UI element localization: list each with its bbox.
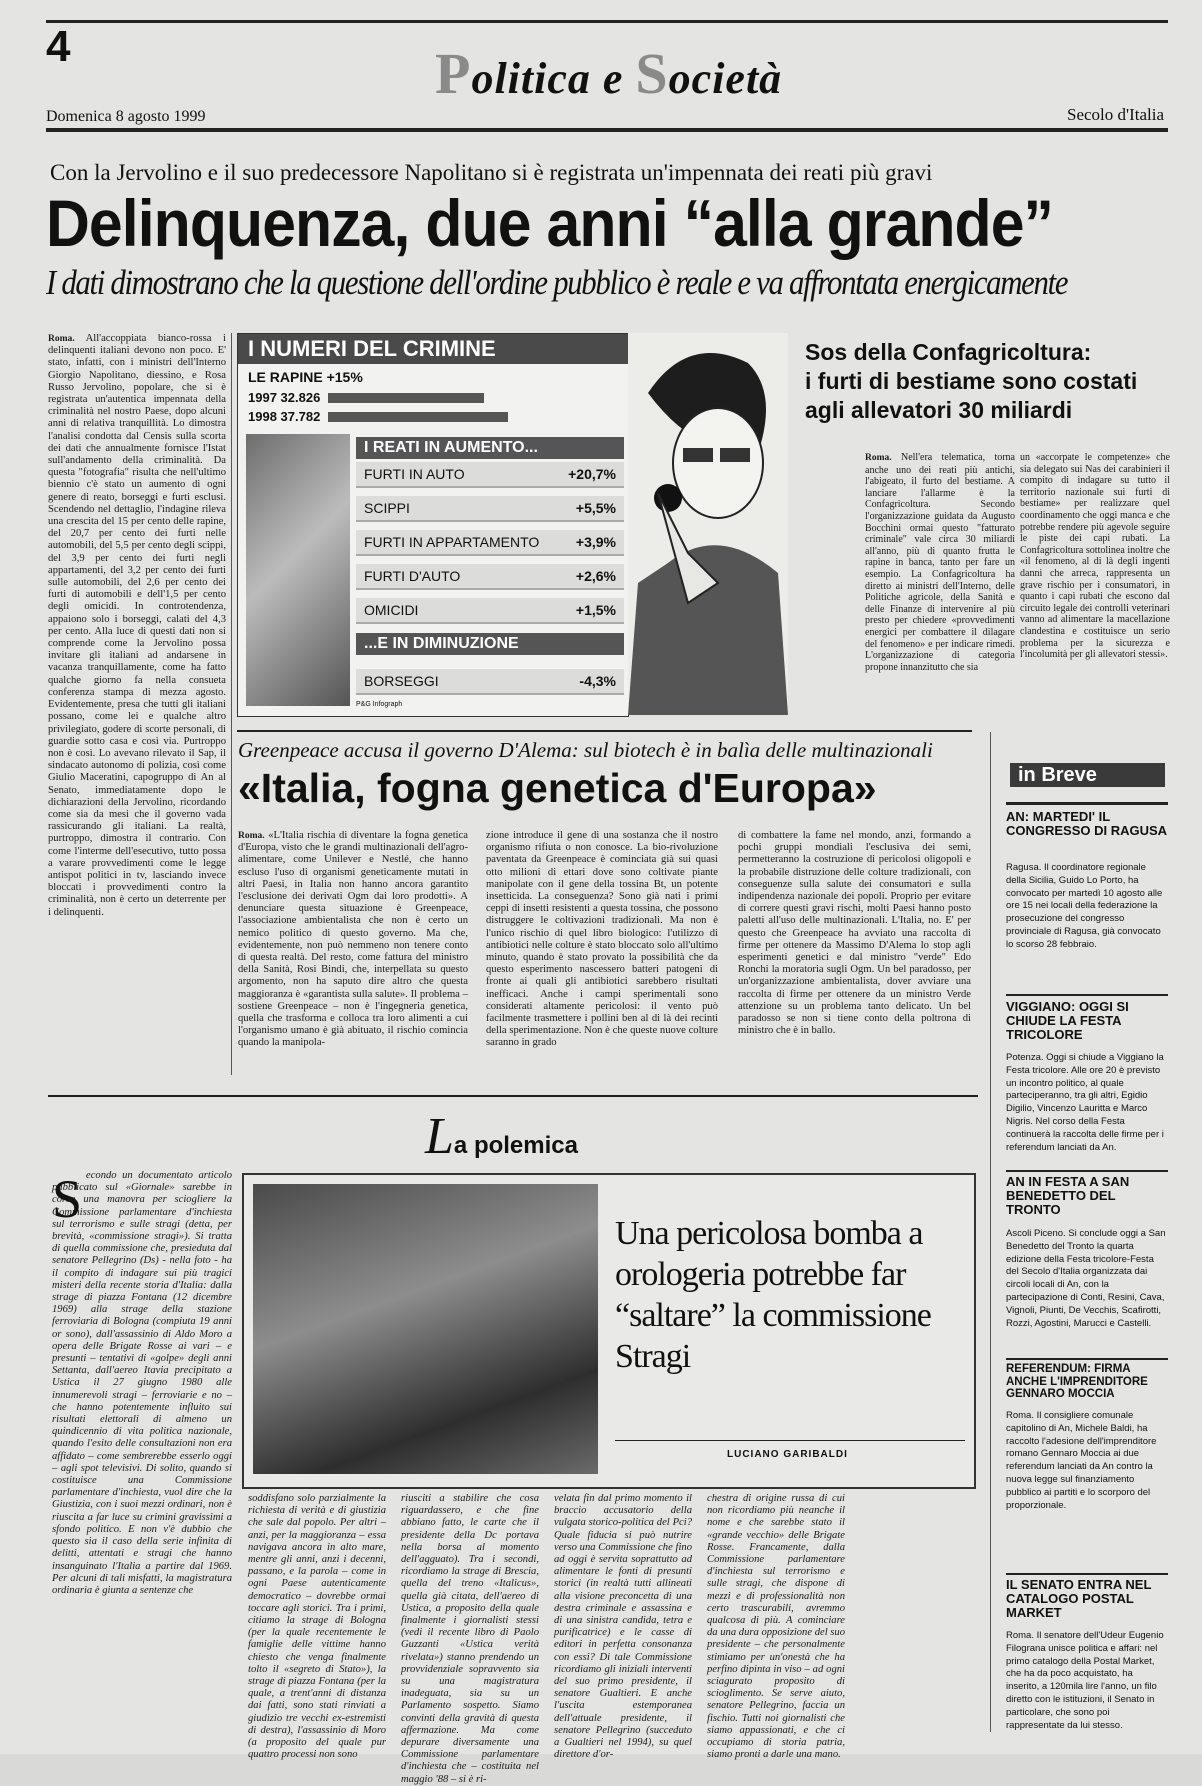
polemica-label — [425, 1107, 578, 1166]
reato-name: FURTI IN APPARTAMENTO — [364, 534, 540, 550]
sos-title-line: i furti di bestiame sono costati — [805, 368, 1138, 394]
rapine-year: 1997 — [248, 390, 277, 405]
rapine-bar-1997 — [328, 393, 484, 403]
breve-text: Ragusa. Il coordinatore regionale della Sicilia, Guido Lo Porto, ha convocato per martedì 10 agosto alle ore 15 nei locali della federazione la prosecuzione del congresso provinciale di Ragusa, già convocato lo scorso 28 febbraio. — [1006, 862, 1163, 950]
rapine-value: 32.826 — [280, 390, 321, 405]
reato-name: FURTI IN AUTO — [364, 466, 465, 482]
paper-name: Secolo d'Italia — [1066, 105, 1164, 124]
polemica-col2: soddisfano solo parzialmente la richiesta di verità e di giustizia che sale dal popolo. Per altri – anzi, per la maggioranza – essa navigava ancora in alto mare, mentre gli anni, anzi i decenni, passano, e la parola – come in ogni Paese autenticamente democratico – dovrebbe ormai toccare agli storici. Tra i primi, citiamo la strage di Bologna (per la quale recentemente le famiglie delle vittime hanno chiesto che venga finalmente tolto il «segreto di Stato»), la strage di piazza Fontana (per la quale, a trent'anni di distanza dai fatti, sono stati rinviati a giudizio tre vecchi ex-estremisti di destra), l'assassinio di Moro (a proposito del quale pur quattro processi non sono — [248, 1493, 386, 1761]
page-number: 4 — [46, 22, 71, 71]
sos-lead: Roma. — [865, 453, 892, 463]
sos-body-col1 — [865, 452, 1015, 698]
rapine-row — [248, 390, 320, 405]
reato-name: SCIPPI — [364, 500, 410, 516]
crime-infographic — [237, 333, 629, 717]
polemica-cap: L — [425, 1108, 454, 1165]
polemica-rule — [48, 1095, 978, 1097]
breve-text: Potenza. Oggi si chiude a Viggiano la Festa tricolore. Alle ore 20 è previsto un incontro politico, al quale parteciperanno, tra gli altri, Egidio Digilio, Vincenzo Lauritta e Marco Nigris. Nel corso della Festa continuerà la raccolta delle firme per i referendum lanciati da An. — [1006, 1052, 1164, 1153]
breve-rule — [1006, 802, 1168, 805]
rapine-value: 37.782 — [280, 409, 321, 424]
crime-photo-collage — [246, 434, 350, 706]
breve-headline: IL SENATO ENTRA NEL CATALOGO POSTAL MARKET — [1006, 1577, 1152, 1620]
decrease-title: ...E IN DIMINUZIONE — [356, 633, 624, 655]
section-title-part1: olitica e — [471, 54, 636, 103]
polemica-col3: riusciti a stabilire che cosa riguardassero, e che fine abbiano fatto, le carte che il presidente della Dc portava nella borsa al momento dell'agguato). Tra i secondi, ricordiamo la strage di Brescia, quella del treno «Italicus», quella già citata, dell'aereo di Ustica, a proposito della quale finalmente i giornalisti stessi (vedi il recente libro di Paolo Guzzanti «Ustica verità rivelata») stanno prendendo un provvidenziale sopravvento sia su una magistratura inadeguata, sia su un Parlamento sospetto. Siamo convinti della gravità di questa affermazione. Ma come depurare diversamente una Commissione parlamentare d'inchiesta che – costituita nel maggio '88 – si è ri- — [401, 1493, 539, 1785]
reato-value: +1,5% — [575, 602, 616, 618]
gunman-illustration — [628, 333, 788, 715]
greenpeace-kicker: Greenpeace accusa il governo D'Alema: sul biotech è in balìa delle multinazionali — [238, 738, 933, 762]
pellegrino-photo — [253, 1184, 598, 1474]
greenpeace-col1 — [238, 830, 468, 1077]
breve-text: Roma. Il senatore dell'Udeur Eugenio Filograna unisce politica e affari: nel primo catalogo della Postal Market, che ha da poco acquistato, ha inserito, a 120mila lire l'anno, un filo diretto con le istituzioni, il Senato in particolare, che sono poi rappresentate da lui stesso. — [1006, 1630, 1164, 1731]
polemica-title: Una pericolosa bomba a orologeria potrebbe far “saltare” la commissione Stragi — [615, 1215, 931, 1375]
breve-headline: AN: MARTEDI' IL CONGRESSO DI RAGUSA — [1006, 809, 1168, 838]
breve-text: Roma. Il consigliere comunale capitolino di An, Michele Baldi, ha raccolto l'adesione dell'imprenditore romano Gennaro Moccia ai due referendum lanciati da An contro la nuova legge sul finanziamento pubblico ai partiti e lo scorporo del proporzionale. — [1006, 1410, 1157, 1511]
masthead-rule — [46, 128, 1168, 132]
dateline: Domenica 8 agosto 1999 — [46, 108, 206, 125]
reato-name: OMICIDI — [364, 602, 419, 618]
increase-row — [356, 530, 624, 556]
reato-value: +20,7% — [568, 466, 616, 482]
top-rule — [46, 20, 1168, 23]
reato-value: +2,6% — [575, 568, 616, 584]
main-headline: Delinquenza, due anni “alla grande” — [46, 186, 1053, 260]
greenpeace-rule — [237, 730, 972, 732]
polemica-dropcap: S — [52, 1169, 83, 1229]
sos-body-col2: un «accorpate le competenze» che sia delegato sui Nas dei carabinieri il compito di indagare su tutto il territorio nazionale sui furti di bestiame» per realizzare quel coordinamento che oggi manca e che potrebbe rendere più agevole seguire le piste dei capi rubati. La Confagricoltura sottolinea inoltre che «il fenomeno, al di là degli ingenti danni che arreca, rappresenta un grave rischio per i consumatori, in quanto i capi rubati che escono dal circuito legale dei controlli veterinari vanno ad alimentare la macellazione clandestina e costituisce un serio problema per la sicurezza e l'incolumità per gli allevatori stessi». — [1020, 452, 1170, 661]
sos-headline — [805, 338, 1137, 425]
section-cap-s: S — [635, 41, 669, 106]
infographic-title: I NUMERI DEL CRIMINE — [238, 334, 628, 364]
breve-headline: AN IN FESTA A SAN BENEDETTO DEL TRONTO — [1006, 1174, 1130, 1217]
section-title — [435, 40, 782, 107]
polemica-byline: LUCIANO GARIBALDI — [727, 1449, 848, 1460]
sos-title-line: Sos della Confagricoltura: — [805, 339, 1092, 365]
greenpeace-lead: Roma. — [238, 831, 265, 841]
reato-value: +3,9% — [575, 534, 616, 550]
breve-rule — [1006, 1358, 1168, 1360]
breve-headline: VIGGIANO: OGGI SI CHIUDE LA FESTA TRICOLORE — [1006, 999, 1129, 1042]
breve-divider — [990, 732, 991, 1732]
rapine-year: 1998 — [248, 409, 277, 424]
polemica-col4: velata fin dal primo momento il braccio accusatorio della vulgata storico-politica del Pci? Quale fiducia si può nutrire verso una Commissione che fino ad oggi è servita soprattutto ad alimentare le fonti di presunti storici (in realtà tutti allineati alla visione preconcetta di una destra criminale e assassina e di una sinistra candida, tetra e purificatrice) e le casse di editori in perfetta consonanza con essi? Di tale Commissione ricordiamo gli iniziali interventi del suo primo presidente, il senatore Gualtieri. E anche l'uscita estemporanea dell'attuale presidente, il senatore Pellegrino (succeduto a Gualtieri nel 1994), su quel direttore d'or- — [554, 1493, 692, 1761]
in-breve-title: in Breve — [1010, 763, 1165, 787]
increase-row — [356, 462, 624, 488]
main-kicker: Con la Jervolino e il suo predecessore Napolitano si è registrata un'impennata dei reati più gravi — [50, 160, 933, 185]
increase-row — [356, 598, 624, 624]
greenpeace-text: «L'Italia rischia di diventare la fogna genetica d'Europa, visto che le grandi multinazionali dell'agro-alimentare, come Unilever e Nestlé, che hanno escluso l'uso di organismi geneticamente mutati in altri Paesi, in Italia non hanno ancora garantito l'esclusione dei derivati Ogm dai loro prodotti». A denunciare questa situazione è Greenpeace, l'associazione ambientalista che non è certo un nemico politico di questo governo. Ma che, evidentemente, non può nemmeno non tenere conto di questa realtà. Del resto, come fattura del ministro della Sanità, Rosi Bindi, che, interpellata su questo argomento, non ha saputo dire altro che questa maggioranza è «garantista sulla salute». Il problema – sostiene Greenpeace – non è l'ingegneria genetica, quella che trasforma e colloca tra loro alimenti a cui l'organismo umano è già abituato, il rischio comincia quando la manipola- — [238, 830, 468, 1049]
reato-value: +5,5% — [575, 500, 616, 516]
reato-name: BORSEGGI — [364, 673, 439, 689]
byline-rule — [615, 1440, 965, 1441]
main-article-text: All'accoppiata bianco-rossa i delinquenti italiani devono non poco. E' stato, infatti, con i ministri dell'Interno Giorgio Napolitano, diessino, e Rosa Russo Jervolino, popolare, che si è registrata un'autentica impennata della criminalità nel nostro Paese, dopo alcuni anni di relativa tranquillità. Lo dimostra l'analisi condotta dal Censis sulla scorta dei dati che annualmente fornisce l'Istat sull'andamento della criminalità. Da questa "fotografia" risulta che nell'ultimo biennio c'è stato un aumento di ogni genere di reato, borseggi e furti esclusi. Scendendo nel dettaglio, l'indagine rileva una crescita del 15 per cento delle rapine, del 20,7 per cento dei furti nelle automobili, del 5,5 per cento degli scippi, del 3,9 per cento dei furti negli appartamenti, del 3,2 per cento dei furti sulle automobili, del 2,6 per cento dei furti di automobili e dell'1,5 per cento degli omicidi. In controtendenza, appaiono solo i borseggi, calati del 4,3 per cento. Alla luce di questi dati non si comprende come la Jervolino possa invitare gli italiani ad andarsene in vacanza tranquillamente, come ha fatto qualche giorno fa nella consueta conferenza stampa di mezza agosto. Evidentemente, presa che tutti gli italiani possano, come lei e qualche altro privilegiato, godere di scorte personali, di guardie sotto casa e così via. Purtroppo non è così. Lo avevano rilevato il Sap, il sindacato autonomo di polizia, così come Giulio Maceratini, capogruppo di An al Senato, immediatamente dopo le dichiarazioni della Jervolino, ricordando come sia da mesi che il governo vada rassicurando gli italiani. La realtà, purtroppo, dimostra il contrario. Con come l'interme dell'esecutivo, tutto possa a varare provvedimenti come le legge antispot politici in tv, lasciando invece bloccati i provvedimenti contro la criminalità, non è certo un deterrente per i delinquenti. — [48, 333, 226, 918]
decrease-row — [356, 669, 624, 695]
breve-text: Ascoli Piceno. Si conclude oggi a San Benedetto del Tronto la quarta edizione della Festa tricolore-Festa del Secolo d'Italia organizzata dai circoli locali di An, con la partecipazione di Conti, Resini, Cava, Vignoli, Piunti, De Vecchis, Scafirotti, Rozzi, Agostini, Marucci e Castelli. — [1006, 1228, 1166, 1329]
breve-rule — [1006, 994, 1168, 996]
main-article-body — [48, 333, 226, 1075]
infographic-credit: P&G Infograph — [356, 701, 403, 708]
greenpeace-col2: zione introduce il gene di una sostanza che il nostro organismo rifiuta o non conosce. La bio-rivoluzione paventata da Greenpeace è cominciata già sui quasi otto milioni di ettari dove sono coltivate piante manipolate con il gene della tossina Bt, un potente insetticida. La conseguenza? Sono già nati i primi ceppi di insetti resistenti a questa tossina, che possono distruggere le coltivazioni tradizionali. Ma non è l'unico rischio di quel libro biologico: l'utilizzo di antibiotici nelle colture è stato bloccato solo all'ultimo minuto, quando è stato provato la possibilità che da questo esperimento nascessero batteri patogeni di fronte ai quali gli antibiotici sarebbero risultati inefficaci. Anche i campi sperimentali sono considerati altamente pericolosi: il vento può facilmente trasmettere i pollini ben al di là dei recinti della sperimentazione. Non è che queste nuove colture saranno in grado — [486, 830, 718, 1049]
column-divider — [231, 333, 232, 1075]
breve-rule — [1006, 1170, 1168, 1172]
polemica-label-rest: a polemica — [453, 1132, 578, 1159]
rapine-bar-1998 — [328, 412, 508, 422]
rapine-change: +15% — [326, 369, 363, 385]
greenpeace-headline: «Italia, fogna genetica d'Europa» — [238, 765, 877, 811]
reato-name: FURTI D'AUTO — [364, 568, 461, 584]
increase-row — [356, 496, 624, 522]
section-title-part2: ocietà — [668, 54, 783, 103]
sos-title-line: agli allevatori 30 miliardi — [805, 397, 1073, 423]
greenpeace-col3: di combattere la fame nel mondo, anzi, formando a pochi gruppi mondiali l'esclusiva dei semi, permetteranno la costruzione di pericolosi oligopoli e la probabile distruzione delle colture tradizionali, con conseguenze sulla salute dei consumatori e sulla indipendenza nazionale dei popoli. Proprio per evitare di correre questi gravi rischi, molti Paesi hanno posto paletti all'uso delle multinazionali. L'Italia, no. E' per questo che Greenpeace ha avviato una raccolta di firme per ottenere da Massimo D'Alema lo stop agli esperimenti genetici e dal ministro "verde" Edo Ronchi la moratoria sugli Ogm. Un bel paradosso, per un'organizzazione ambientalista, dover avviare una raccolta di firme per ottenere da un ministro Verde attenzione su un problema tanto delicato. Un bel paradosso se non si tiene conto della poltrona di ministro che è in ballo. — [738, 830, 971, 1037]
breve-rule — [1006, 1573, 1168, 1575]
reato-value: -4,3% — [579, 673, 616, 689]
breve-headline: REFERENDUM: FIRMA ANCHE L'IMPRENDITORE GENNARO MOCCIA — [1006, 1363, 1148, 1400]
increase-title: I REATI IN AUMENTO... — [356, 437, 624, 459]
sos-text: Nell'era telematica, torna anche uno dei reati più antichi, l'abigeato, il furto del bestiame. A lanciare l'allarme è la Confagricoltura. Secondo l'organizzazione guidata da Augusto Bocchini ormai questo "fatturato criminale" vale circa 30 miliardi all'anno, più di quanto frutta le rapine in banca, tanto per fare un esempio. La Confagricoltura ha diretto ai ministri dell'Interno, delle Politiche agricole, della Sanità e delle Finanze di intervenire al più presto per chiedere «provvedimenti energici per combattere il dilagare del fenomeno» e per indicare rimedi. L'organizzazione di categoria propone innanzitutto che sia — [865, 452, 1015, 673]
main-article-lead: Roma. — [48, 334, 75, 344]
polemica-col5: chestra di origine russa di cui non ricordiamo più neanche il nome e che sarebbe stato il «grande vecchio» delle Brigate Rosse. Francamente, dalla Commissione parlamentare d'inchiesta sul terrorismo e sulle stragi, che dispone di mezzi e di professionalità non certo trascurabili, avremmo qualcosa di più. A cominciare da una dura opposizione del suo presidente – che personalmente stimiamo per un'onestà che ha perfino dipinta in viso – ad ogni sciagurato proposito di scioglimento. Se serve aiuto, senatore Pellegrino, faccia un fischio. Tutti noi giornalisti che siamo appassionati, e che ci occupiamo di storia patria, siamo pronti a darle una mano. — [707, 1493, 846, 1761]
main-deck: I dati dimostrano che la questione dell'ordine pubblico è reale e va affrontata energicamente — [46, 263, 1068, 302]
section-cap-p: P — [435, 41, 472, 106]
increase-row — [356, 564, 624, 590]
polemica-col1: econdo un documentato articolo pubblicato sul «Giornale» sarebbe in corso una manovra per sciogliere la Commissione parlamentare d'inchiesta sul terrorismo e sulle stragi (detta, per brevità, «commissione stragi»). Si tratta di quella commissione che, presieduta dal senatore Pellegrino (Ds) - nella foto - ha il compito di indagare sui più tragici misteri della recente storia d'Italia: dalla strage di piazza Fontana (12 dicembre 1969) alla strage della stazione ferroviaria di Bologna (compiuta 19 anni or sono), dall'assassinio di Aldo Moro a opera delle Brigate Rosse ai vari – e presunti – tentativi di «golpe» degli anni Settanta, dall'aereo Itavia precipitato a Ustica il 27 giugno 1980 alle innumerevoli stragi – ferroviarie e no – che hanno potentemente influito sui risultati elettorali di almeno un quindicennio di vita politica nazionale, quando l'esito delle consultazioni non era affidato – come sembrerebbe esserlo oggi – agli spot televisivi. Di solito, quando si costituisce una Commissione parlamentare d'inchiesta, vuol dire che la Giustizia, con i suoi mezzi ordinari, non è riuscita a far luce su crimini gravissimi a sfondo politico. E non v'è dubbio che questo sia il caso della serie infinita di delitti, attentati e stragi che hanno insanguinato l'Italia a partire dal 1969. Per alcuni di tali misfatti, la magistratura ordinaria è giunta a sentenze che — [52, 1170, 232, 1596]
rapine-heading — [248, 369, 363, 385]
rapine-row — [248, 409, 320, 424]
rapine-label: LE RAPINE — [248, 369, 323, 385]
